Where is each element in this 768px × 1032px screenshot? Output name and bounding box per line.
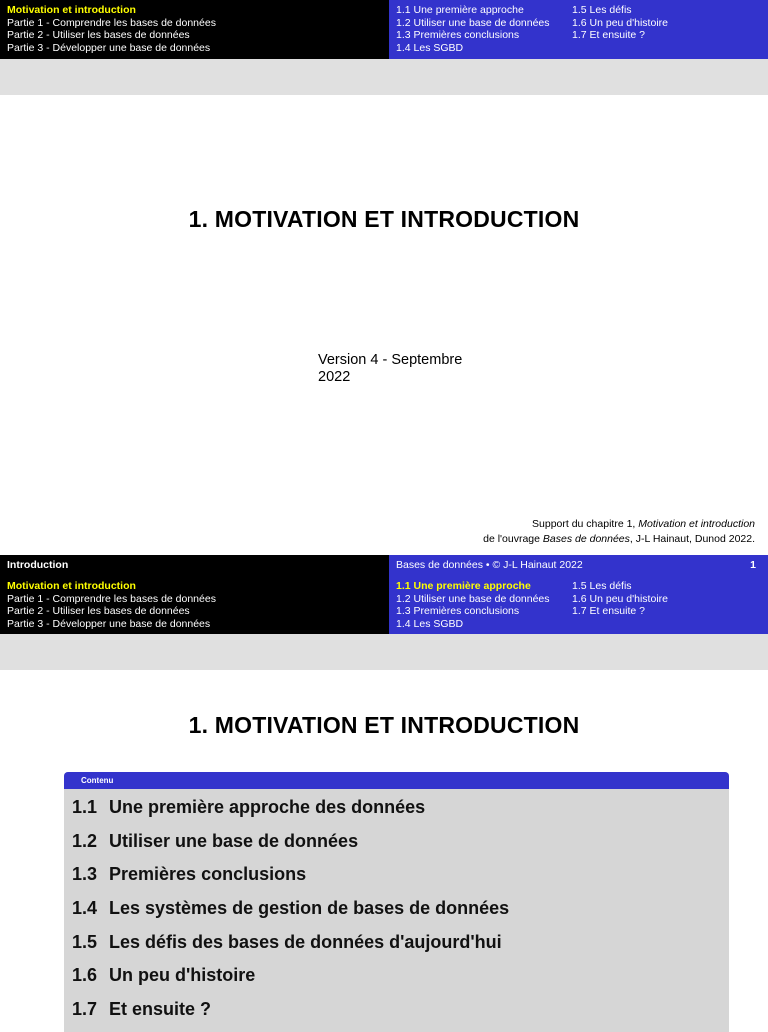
nav-section-link[interactable]: 1.3 Premières conclusions	[396, 605, 520, 617]
top-navbar	[0, 575, 768, 634]
toc-label: Utiliser une base de données	[109, 830, 359, 851]
nav-sections	[389, 575, 768, 634]
header-band	[0, 634, 768, 670]
footer-info	[389, 555, 768, 575]
toc-number: 1.1	[72, 797, 98, 817]
toc-number: 1.6	[72, 965, 98, 986]
nav-part-link[interactable]: Partie 2 - Utiliser les bases de données	[7, 605, 190, 617]
nav-section-link[interactable]: 1.2 Utiliser une base de données	[396, 592, 550, 605]
support-chapter: Motivation et introduction	[638, 518, 755, 530]
toc-item[interactable]	[64, 993, 729, 1027]
toc-item[interactable]	[64, 892, 729, 926]
slide-footer	[0, 555, 768, 575]
nav-part-link[interactable]: Partie 3 - Développer une base de données	[7, 617, 211, 630]
toc-item[interactable]	[64, 926, 729, 960]
nav-section-link[interactable]: 1.4 Les SGBD	[396, 41, 464, 54]
nav-part-link[interactable]: Partie 1 - Comprendre les bases de données	[7, 592, 216, 605]
contents-box-title: Contenu	[64, 772, 729, 789]
header-band	[0, 59, 768, 95]
nav-parts	[0, 0, 389, 59]
toc-number: 1.7	[72, 999, 98, 1020]
contents-box	[64, 772, 729, 1032]
nav-section-link[interactable]: 1.7 Et ensuite ?	[572, 29, 645, 41]
footer-section: Introduction	[0, 555, 389, 575]
toc-label: Les systèmes de gestion de bases de données	[109, 898, 510, 919]
support-author: , J-L Hainaut, Dunod 2022.	[629, 533, 755, 545]
nav-section-link[interactable]: 1.5 Les défis	[572, 4, 632, 16]
footer-copyright: Bases de données • © J-L Hainaut 2022	[396, 559, 583, 571]
toc-label: Les défis des bases de données d'aujourd'hui	[109, 931, 502, 952]
support-credit	[483, 517, 755, 547]
nav-section-link[interactable]: 1.7 Et ensuite ?	[572, 605, 645, 617]
nav-part-link[interactable]: Partie 1 - Comprendre les bases de données	[7, 16, 216, 29]
toc-item[interactable]	[64, 858, 729, 892]
nav-part-link[interactable]: Motivation et introduction	[7, 580, 136, 592]
toc-label: Premières conclusions	[109, 864, 307, 885]
page-number: 1	[750, 559, 756, 571]
nav-part-link[interactable]: Motivation et introduction	[7, 4, 136, 16]
nav-section-link[interactable]: 1.2 Utiliser une base de données	[396, 16, 550, 29]
toc-item[interactable]	[64, 959, 729, 993]
toc-item[interactable]	[64, 825, 729, 859]
slide-title: 1. MOTIVATION ET INTRODUCTION	[188, 712, 580, 738]
slide-title: 1. MOTIVATION ET INTRODUCTION	[188, 206, 580, 232]
support-book: Bases de données	[542, 533, 630, 545]
nav-section-link[interactable]: 1.3 Premières conclusions	[396, 29, 520, 41]
nav-sections	[389, 0, 768, 59]
nav-section-link[interactable]: 1.6 Un peu d'histoire	[572, 16, 668, 29]
nav-part-link[interactable]: Partie 2 - Utiliser les bases de données	[7, 29, 190, 41]
toc-number: 1.3	[72, 864, 98, 885]
nav-section-link[interactable]: 1.5 Les défis	[572, 580, 632, 592]
toc-label: Un peu d'histoire	[109, 965, 256, 986]
toc-label: Une première approche des données	[109, 797, 426, 817]
top-navbar	[0, 0, 768, 59]
nav-part-link[interactable]: Partie 3 - Développer une base de données	[7, 41, 211, 54]
nav-section-link[interactable]: 1.1 Une première approche	[396, 4, 524, 16]
support-prefix: Support du chapitre 1,	[532, 518, 639, 530]
toc-item[interactable]	[64, 791, 729, 825]
nav-section-link[interactable]: 1.4 Les SGBD	[396, 617, 464, 630]
toc-number: 1.2	[72, 830, 98, 851]
nav-parts	[0, 575, 389, 634]
toc-number: 1.4	[72, 898, 98, 919]
nav-section-link[interactable]: 1.6 Un peu d'histoire	[572, 592, 668, 605]
toc-label: Et ensuite ?	[109, 999, 212, 1020]
version-text: Version 4 - Septembre 2022	[318, 352, 463, 385]
toc-number: 1.5	[72, 931, 98, 952]
nav-section-link[interactable]: 1.1 Une première approche	[396, 580, 531, 592]
support-prefix: de l'ouvrage	[483, 533, 543, 545]
